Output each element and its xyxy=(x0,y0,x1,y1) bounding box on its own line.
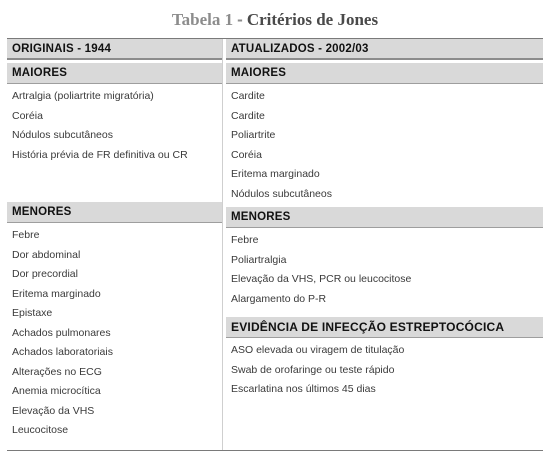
column-updated xyxy=(226,39,543,450)
jones-criteria-table xyxy=(7,38,543,451)
list-minors-original xyxy=(7,223,222,441)
list-item: Achados pulmonares xyxy=(12,326,111,339)
list-item: Alterações no ECG xyxy=(12,365,102,378)
list-item: Eritema marginado xyxy=(231,168,320,180)
column-header-original: ORIGINAIS - 1944 xyxy=(7,39,222,60)
list-item: Cardite xyxy=(231,109,265,122)
list-item: Elevação da VHS xyxy=(12,404,95,417)
table-number: Tabela 1 xyxy=(171,10,234,29)
list-item: Dor abdominal xyxy=(12,248,81,261)
list-item: Nódulos subcutâneos xyxy=(231,187,332,200)
list-item: Elevação da VHS, PCR ou leucocitose xyxy=(231,273,412,285)
list-item: Eritema marginado xyxy=(12,287,101,300)
list-evidence xyxy=(226,338,543,400)
column-original xyxy=(7,39,222,450)
list-item: ASO elevada ou viragem de titulação xyxy=(231,344,405,356)
section-header-minors-original: MENORES xyxy=(7,202,222,223)
section-header-minors-updated: MENORES xyxy=(226,207,543,228)
list-item: História prévia de FR definitiva ou CR xyxy=(12,148,188,161)
spacer xyxy=(7,165,222,199)
list-item: Alargamento do P-R xyxy=(231,292,327,305)
list-item: Cardite xyxy=(231,90,265,102)
list-item: Leucocitose xyxy=(12,424,69,436)
list-item: Poliartrite xyxy=(231,129,276,141)
spacer xyxy=(226,309,543,314)
list-item: Febre xyxy=(231,234,259,246)
section-header-majors-updated: MAIORES xyxy=(226,63,543,84)
section-header-majors-original: MAIORES xyxy=(7,63,222,84)
list-item: Anemia microcítica xyxy=(12,385,101,397)
list-minors-updated xyxy=(226,228,543,309)
table-name: Critérios de Jones xyxy=(246,10,379,29)
list-item: Febre xyxy=(12,229,40,241)
list-item: Escarlatina nos últimos 45 dias xyxy=(231,383,376,395)
list-item: Swab de orofaringe ou teste rápido xyxy=(231,363,395,376)
list-item: Poliartralgia xyxy=(231,253,287,266)
section-header-evidence: EVIDÊNCIA DE INFECÇÃO ESTREPTOCÓCICA xyxy=(226,317,543,338)
list-item: Epistaxe xyxy=(12,307,53,319)
list-item: Artralgia (poliartrite migratória) xyxy=(12,90,154,102)
list-item: Nódulos subcutâneos xyxy=(12,129,113,141)
list-item: Coréia xyxy=(231,148,262,161)
list-item: Dor precordial xyxy=(12,268,78,280)
list-item: Achados laboratoriais xyxy=(12,346,113,358)
list-majors-original xyxy=(7,84,222,165)
table-title xyxy=(7,5,543,35)
title-separator: - xyxy=(237,10,243,29)
column-header-updated: ATUALIZADOS - 2002/03 xyxy=(226,39,543,60)
list-majors-updated xyxy=(226,84,543,204)
list-item: Coréia xyxy=(12,109,43,122)
